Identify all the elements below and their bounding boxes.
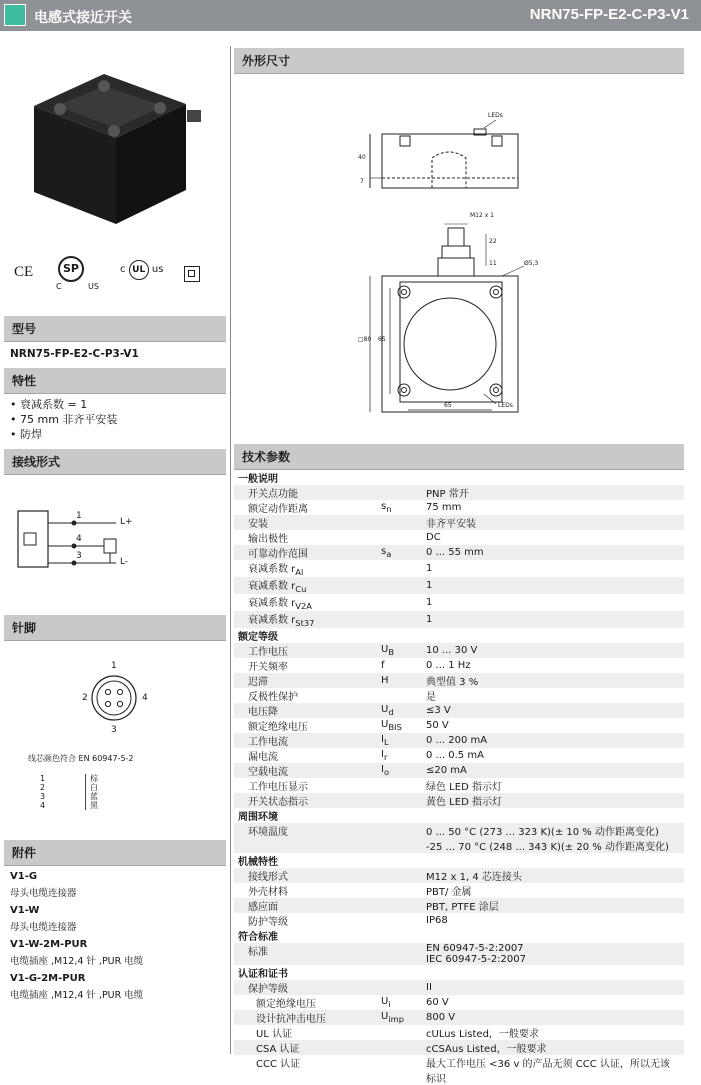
spec-value: cCSAus Listed，一般要求 <box>418 1040 684 1055</box>
spec-value: PBT/ 金属 <box>426 887 472 898</box>
spec-row <box>234 485 684 500</box>
spec-symbol <box>377 868 418 883</box>
spec-label: 工作电压显示 <box>248 782 308 793</box>
spec-symbol <box>377 530 418 545</box>
dim-square-80: □80 <box>358 336 372 343</box>
spec-value: 1 <box>426 563 433 574</box>
spec-value: M12 x 1, 4 芯连接头 <box>418 868 684 883</box>
spec-symbol <box>377 577 418 594</box>
csa-logo-text: SP <box>63 262 79 275</box>
spec-row <box>234 913 684 928</box>
spec-symbol <box>377 515 418 530</box>
model-number: NRN75-FP-E2-C-P3-V1 <box>529 6 689 23</box>
accessory-desc: 电缆插座 ,M12,4 针 ,PUR 电缆 <box>10 956 144 967</box>
spec-row <box>234 778 684 793</box>
spec-symbol: $U_i$ <box>381 996 391 1009</box>
spec-value: cULus Listed，一般要求 <box>426 1029 539 1040</box>
spec-row <box>234 611 684 628</box>
dim-leds-label: LEDs <box>488 112 503 119</box>
spec-value: 1 <box>426 597 433 608</box>
features-list <box>4 394 226 445</box>
spec-label: 工作电流 <box>234 733 377 748</box>
spec-value: DC <box>426 532 441 543</box>
spec-row <box>234 718 684 733</box>
spec-symbol <box>377 898 418 913</box>
list-item: • 衰减系数 = 1 <box>10 398 88 411</box>
spec-table <box>234 470 684 1085</box>
spec-symbol <box>377 913 418 928</box>
dim-height-7: 7 <box>360 178 364 185</box>
list-item: • 75 mm 非齐平安装 <box>10 413 118 426</box>
dimension-drawing <box>234 74 684 418</box>
dim-hole-diameter: Ø5,3 <box>524 260 539 267</box>
spec-value: 非齐平安装 <box>418 515 684 530</box>
spec-value: 10 ... 30 V <box>418 643 684 658</box>
spec-row <box>234 500 684 515</box>
spec-value: 0 ... 55 mm <box>418 545 684 560</box>
spec-label: 额定绝缘电压 <box>256 999 316 1010</box>
spec-row <box>234 658 684 673</box>
left-column <box>4 46 226 1004</box>
dim-65-vertical: 65 <box>378 336 386 343</box>
spec-value: IP68 <box>426 915 448 926</box>
spec-symbol <box>377 1040 418 1055</box>
ul-c-label: c <box>120 264 126 275</box>
spec-value: 1 <box>418 577 684 594</box>
spec-label: 衰减系数 $r_{St37}$ <box>234 611 377 628</box>
table-row: 1 棕 <box>40 774 98 783</box>
spec-value: 75 mm <box>426 502 462 513</box>
spec-symbol: $U_{BIS}$ <box>381 719 402 732</box>
spec-label: 衰减系数 $r_{Al}$ <box>248 564 304 577</box>
spec-value: 典型值 3 % <box>418 673 684 688</box>
spec-label: CCC 认证 <box>256 1059 301 1070</box>
spec-label: 感应面 <box>234 898 377 913</box>
spec-row <box>234 943 684 965</box>
spec-row <box>234 868 684 883</box>
wiring-section-title: 接线形式 <box>4 449 226 475</box>
spec-label: 额定绝缘电压 <box>248 722 308 733</box>
dim-11: 11 <box>489 260 497 267</box>
accessory-code[interactable]: V1-W-2M-PUR <box>10 939 88 950</box>
product-image <box>4 46 226 246</box>
spec-symbol: $I_o$ <box>377 763 418 778</box>
spec-label: 防护等级 <box>248 917 288 928</box>
spec-value: PBT, PTFE 涂层 <box>418 898 684 913</box>
spec-row <box>234 1040 684 1055</box>
spec-row <box>234 577 684 594</box>
spec-symbol <box>377 594 418 611</box>
spec-row <box>234 703 684 718</box>
spec-section-row <box>234 628 684 643</box>
spec-symbol: f <box>381 660 385 671</box>
pins-section-title: 针脚 <box>4 615 226 641</box>
spec-label: 开关点功能 <box>234 485 377 500</box>
spec-value: 1 <box>418 611 684 628</box>
spec-value: 50 V <box>426 720 449 731</box>
spec-row <box>234 995 684 1010</box>
spec-label: 额定动作距离 <box>248 504 308 515</box>
accessory-desc: 母头电缆连接器 <box>10 888 77 899</box>
right-column <box>234 48 684 1085</box>
pin-label-3: 3 <box>111 725 117 735</box>
spec-value: 最大工作电压 <36 v 的产品无须 CCC 认证，所以无该 标识 <box>426 1059 670 1085</box>
spec-value: 是 <box>426 692 436 703</box>
spec-row <box>234 883 684 898</box>
spec-section-label: 周围环境 <box>238 812 278 823</box>
spec-symbol: $U_d$ <box>377 703 418 718</box>
spec-value: 60 V <box>426 997 449 1008</box>
wire-pin-1: 1 <box>76 511 82 521</box>
spec-symbol: H <box>377 673 418 688</box>
ul-logo-text: UL <box>129 260 149 280</box>
spec-value: ≤20 mA <box>418 763 684 778</box>
spec-value: 0 ... 200 mA <box>418 733 684 748</box>
spec-section-row <box>234 853 684 868</box>
spec-value: 0 ... 1 Hz <box>426 660 471 671</box>
csa-c-label: C <box>56 282 62 291</box>
wiring-diagram <box>4 475 226 615</box>
spec-symbol <box>377 560 418 577</box>
spec-row <box>234 1010 684 1025</box>
spec-section-label: 机械特性 <box>238 857 278 868</box>
spec-label: 环境温度 <box>234 823 377 853</box>
spec-row <box>234 594 684 611</box>
spec-row <box>234 748 684 763</box>
spec-section-label: 符合标准 <box>238 932 278 943</box>
spec-section-label: 一般说明 <box>238 474 278 485</box>
spec-label: 设计抗冲击电压 <box>234 1010 377 1025</box>
type-value: NRN75-FP-E2-C-P3-V1 <box>10 348 139 360</box>
spec-section-row <box>234 808 684 823</box>
spec-symbol <box>377 943 418 965</box>
spec-label: 开关状态指示 <box>234 793 377 808</box>
ul-us-label: us <box>151 264 164 275</box>
spec-row <box>234 545 684 560</box>
spec-row <box>234 673 684 688</box>
dim-22: 22 <box>489 238 497 245</box>
spec-label: 漏电流 <box>248 752 278 763</box>
spec-symbol <box>377 1055 418 1085</box>
spec-symbol <box>377 980 418 995</box>
spec-row <box>234 643 684 658</box>
ce-mark-icon: CE <box>14 264 34 280</box>
spec-symbol <box>377 688 418 703</box>
color-table <box>4 768 226 810</box>
spec-symbol <box>377 485 418 500</box>
spec-label: 安装 <box>234 515 377 530</box>
dim-leds-label-bottom: LEDs <box>498 402 513 409</box>
spec-value: 0 ... 0.5 mA <box>426 750 484 761</box>
spec-symbol <box>377 793 418 808</box>
spec-label: 衰减系数 $r_{Cu}$ <box>234 577 377 594</box>
spec-value: EN 60947-5-2:2007 IEC 60947-5-2:2007 <box>418 943 684 965</box>
wire-pin-3: 3 <box>76 551 82 561</box>
spec-row <box>234 793 684 808</box>
spec-row <box>234 898 684 913</box>
wire-l-plus: L+ <box>120 517 133 527</box>
spec-value: 800 V <box>418 1010 684 1025</box>
spec-section-row <box>234 928 684 943</box>
features-section-title: 特性 <box>4 368 226 394</box>
spec-section-label: 认证和证书 <box>238 969 288 980</box>
spec-symbol: $s_a$ <box>377 545 418 560</box>
brand-square-icon <box>4 4 26 26</box>
accessory-desc: 电缆插座 ,M12,4 针 ,PUR 电缆 <box>10 990 144 1001</box>
spec-row <box>234 733 684 748</box>
spec-label: 空载电流 <box>234 763 377 778</box>
spec-symbol <box>377 823 418 853</box>
double-insulation-icon <box>184 266 200 282</box>
spec-row <box>234 688 684 703</box>
spec-label: UL 认证 <box>256 1029 293 1040</box>
spec-value: II <box>418 980 684 995</box>
spec-row <box>234 823 684 853</box>
spec-value: PNP 常开 <box>418 485 684 500</box>
spec-label: 反极性保护 <box>248 692 298 703</box>
spec-symbol: $s_n$ <box>381 501 392 514</box>
spec-row <box>234 515 684 530</box>
spec-row <box>234 980 684 995</box>
type-section-title: 型号 <box>4 316 226 342</box>
accessory-code[interactable]: V1-W <box>10 905 40 916</box>
csa-us-label: US <box>88 282 99 291</box>
spec-label: 开关频率 <box>248 662 288 673</box>
spec-row <box>234 1025 684 1040</box>
spec-section-row <box>234 470 684 485</box>
spec-value: 0 ... 50 °C (273 ... 323 K)(± 10 % 动作距离变化) -25 ... 70 °C (248 ... 343 K)(± 20 % 动作距离变化) <box>418 823 684 853</box>
ul-logo-icon <box>120 260 163 280</box>
accessory-code[interactable]: V1-G-2M-PUR <box>10 973 86 984</box>
table-row: 3 蓝 <box>40 792 98 801</box>
spec-row <box>234 763 684 778</box>
wire-pin-4: 4 <box>76 534 82 544</box>
spec-symbol: $U_{imp}$ <box>377 1010 418 1025</box>
csa-logo-icon <box>58 256 84 282</box>
pin-label-1: 1 <box>111 661 117 671</box>
spec-value: 黄色 LED 指示灯 <box>418 793 684 808</box>
color-note: 线芯颜色符合 EN 60947-5-2 <box>28 754 134 763</box>
spec-symbol <box>377 778 418 793</box>
spec-symbol <box>377 883 418 898</box>
spec-label: CSA 认证 <box>234 1040 377 1055</box>
wire-l-minus: L- <box>120 557 129 567</box>
spec-label: 工作电压 <box>234 643 377 658</box>
header-bar <box>0 0 701 31</box>
spec-section-row <box>234 965 684 980</box>
spec-symbol: $U_B$ <box>377 643 418 658</box>
spec-row <box>234 560 684 577</box>
spec-label: 接线形式 <box>234 868 377 883</box>
certification-logos <box>4 246 226 308</box>
spec-value: 绿色 LED 指示灯 <box>426 782 502 793</box>
spec-row <box>234 1055 684 1085</box>
dimensions-section-title: 外形尺寸 <box>234 48 684 74</box>
dim-height-40: 40 <box>358 154 366 161</box>
page-title: 电感式接近开关 <box>34 10 132 26</box>
spec-label: 电压降 <box>234 703 377 718</box>
spec-label: 保护等级 <box>234 980 377 995</box>
tech-section-title: 技术参数 <box>234 444 684 470</box>
accessory-desc: 母头电缆连接器 <box>10 922 77 933</box>
dim-65-horizontal: 65 <box>444 402 452 409</box>
spec-label: 迟滞 <box>234 673 377 688</box>
spec-symbol <box>377 611 418 628</box>
accessory-code[interactable]: V1-G <box>10 871 38 882</box>
spec-symbol <box>377 1025 418 1040</box>
spec-row <box>234 530 684 545</box>
table-row: 2 白 <box>40 783 98 792</box>
pin-diagram <box>4 641 226 745</box>
column-divider <box>230 46 231 1054</box>
dim-thread-label: M12 x 1 <box>470 212 494 219</box>
accessories-list <box>4 866 226 1004</box>
pin-label-4: 4 <box>142 693 148 703</box>
spec-label: 外壳材料 <box>248 887 288 898</box>
spec-label: 输出极性 <box>248 534 288 545</box>
spec-value: ≤3 V <box>418 703 684 718</box>
spec-label: 标准 <box>234 943 377 965</box>
spec-section-label: 额定等级 <box>238 632 278 643</box>
spec-label: 衰减系数 $r_{V2A}$ <box>248 598 312 611</box>
spec-label: 可靠动作范围 <box>234 545 377 560</box>
table-row: 4 黑 <box>40 801 98 810</box>
spec-symbol: $I_r$ <box>381 749 388 762</box>
pin-label-2: 2 <box>82 693 88 703</box>
list-item: • 防焊 <box>10 428 42 441</box>
spec-symbol: $I_L$ <box>377 733 418 748</box>
accessories-section-title: 附件 <box>4 840 226 866</box>
